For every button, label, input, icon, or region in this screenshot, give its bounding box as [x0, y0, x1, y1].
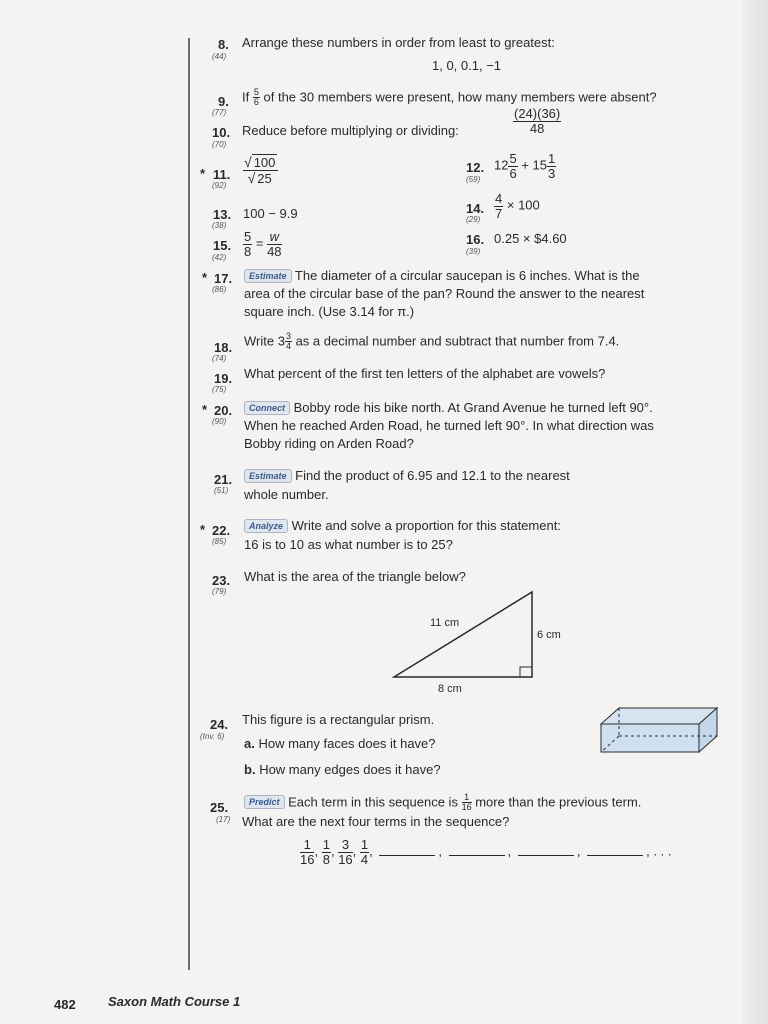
problem-11-ref: (92) [212, 181, 227, 190]
problem-10-number: 10. [212, 125, 231, 140]
connect-badge: Connect [244, 401, 290, 415]
problem-22-ref: (85) [212, 537, 227, 546]
problem-22-number: 22. [212, 523, 231, 538]
problem-20-line3: Bobby riding on Arden Road? [244, 436, 414, 451]
problem-10-fraction: $\frac{(24)(36)}{48}$ [514, 106, 561, 136]
problem-10-ref: (70) [212, 140, 227, 149]
problem-17-line2: area of the circular base of the pan? Round the answer to the nearest [244, 286, 645, 301]
problem-9-ref: (77) [212, 108, 227, 117]
problem-17-star: * [202, 270, 208, 285]
estimate-badge: Estimate [244, 269, 292, 283]
problem-20-line2: When he reached Arden Road, he turned left 90°. In what direction was [244, 418, 654, 433]
problem-11-number: 11. [213, 167, 231, 182]
problem-17-ref: (86) [212, 285, 227, 294]
problem-20-number: 20. [214, 403, 233, 418]
right-angle-mark [520, 667, 532, 677]
answer-blank-2[interactable] [449, 845, 505, 856]
triangle-shape [394, 592, 532, 677]
problem-16-text: 0.25 × $4.60 [494, 231, 567, 246]
problem-9-number: 9. [218, 94, 229, 109]
problem-8-ref: (44) [212, 52, 227, 61]
problem-24-number: 24. [210, 717, 229, 732]
hypotenuse-label: 11 cm [430, 617, 460, 629]
problem-23-number: 23. [212, 573, 231, 588]
problem-18-text: Write 3 $\frac{3}{4}$ as a decimal number and subtract that number from 7.4. [244, 331, 620, 352]
problem-8-number: 8. [218, 37, 229, 52]
problem-16-ref: (39) [466, 247, 481, 256]
problem-20-line1: Connect Bobby rode his bike north. At Grand Avenue he turned left 90°. [244, 400, 653, 415]
problem-25-ref: (17) [216, 815, 231, 824]
problem-21-line1: Estimate Find the product of 6.95 and 12.1 to the nearest [244, 468, 570, 483]
page-number: 482 [54, 997, 76, 1012]
problem-12-expression: 12 $\frac{5}{6}$ + 15 $\frac{1}{3}$ [494, 151, 556, 181]
problem-25-line2: What are the next four terms in the sequence? [242, 814, 510, 829]
analyze-badge: Analyze [244, 519, 288, 533]
margin-rule [188, 38, 190, 970]
problem-24b: b. How many edges does it have? [244, 762, 441, 777]
answer-blank-1[interactable] [379, 845, 435, 856]
book-title: Saxon Math Course 1 [108, 994, 241, 1009]
rectangular-prism-figure [598, 702, 722, 758]
problem-13-number: 13. [213, 207, 232, 222]
problem-16-number: 16. [466, 232, 485, 247]
problem-17-number: 17. [214, 271, 233, 286]
problem-14-ref: (29) [466, 215, 481, 224]
problem-8-values: 1, 0, 0.1, −1 [432, 58, 502, 73]
answer-blank-4[interactable] [587, 845, 643, 856]
page-edge [742, 0, 768, 1024]
problem-18-number: 18. [214, 340, 233, 355]
problem-12-number: 12. [466, 160, 485, 175]
problem-15-proportion: $\frac{5}{8}$ = $\frac{w}{48}$ [244, 229, 282, 259]
prism-top-face [601, 708, 717, 724]
problem-9-text: If $\frac{5}{6}$ of the 30 members were present, how many members were absent? [242, 87, 657, 108]
problem-18-ref: (74) [212, 354, 227, 363]
problem-21-line2: whole number. [244, 487, 329, 502]
problem-8-text: Arrange these numbers in order from least to greatest: [242, 35, 555, 50]
problem-23-text: What is the area of the triangle below? [244, 569, 466, 584]
predict-badge: Predict [244, 795, 285, 809]
problem-20-ref: (90) [212, 417, 227, 426]
problem-24-text: This figure is a rectangular prism. [242, 712, 435, 727]
triangle-figure [380, 585, 580, 695]
height-label: 6 cm [537, 629, 561, 641]
problem-25-number: 25. [210, 800, 229, 815]
problem-24a: a. How many faces does it have? [244, 736, 436, 751]
answer-blank-3[interactable] [518, 845, 574, 856]
problem-23-ref: (79) [212, 587, 227, 596]
problem-12-ref: (59) [466, 175, 481, 184]
problem-20-star: * [202, 402, 208, 417]
problem-21-ref: (51) [214, 486, 229, 495]
problem-15-ref: (42) [212, 253, 227, 262]
problem-17-line1: Estimate The diameter of a circular saucepan is 6 inches. What is the [244, 268, 640, 283]
problem-13-text: 100 − 9.9 [243, 206, 298, 221]
problem-14-expression: $\frac{4}{7}$ × 100 [495, 191, 540, 221]
problem-9-fraction: $\frac{5}{6}$ [253, 87, 259, 108]
problem-11-star: * [200, 166, 206, 181]
problem-19-ref: (75) [212, 385, 227, 394]
problem-22-line2: 16 is to 10 as what number is to 25? [244, 537, 453, 552]
problem-10-text: Reduce before multiplying or dividing: [242, 123, 459, 138]
prism-front-face [601, 724, 699, 752]
sequence: $\frac{1}{16}$ , $\frac{1}{8}$ , $\frac{3}{16}$ , $\frac{1}{4}$ , , , , , . . . [300, 837, 672, 867]
estimate-badge-2: Estimate [244, 469, 292, 483]
problem-25-line1: Predict Each term in this sequence is $\frac{1}{16}$ more than the previous term. [244, 793, 641, 813]
problem-17-line3: square inch. (Use 3.14 for π.) [244, 304, 415, 319]
problem-19-number: 19. [214, 371, 233, 386]
problem-15-number: 15. [213, 238, 232, 253]
problem-22-line1: Analyze Write and solve a proportion for this statement: [244, 518, 561, 533]
problem-13-ref: (38) [212, 221, 227, 230]
problem-19-text: What percent of the first ten letters of the alphabet are vowels? [244, 366, 606, 381]
problem-24-ref: (Inv. 6) [200, 732, 225, 741]
problem-21-number: 21. [214, 472, 233, 487]
base-label: 8 cm [438, 683, 462, 695]
problem-11-fraction: $\frac{√ 100}{√ 25}$ [243, 155, 278, 185]
problem-22-star: * [200, 522, 206, 537]
problem-14-number: 14. [466, 201, 485, 216]
